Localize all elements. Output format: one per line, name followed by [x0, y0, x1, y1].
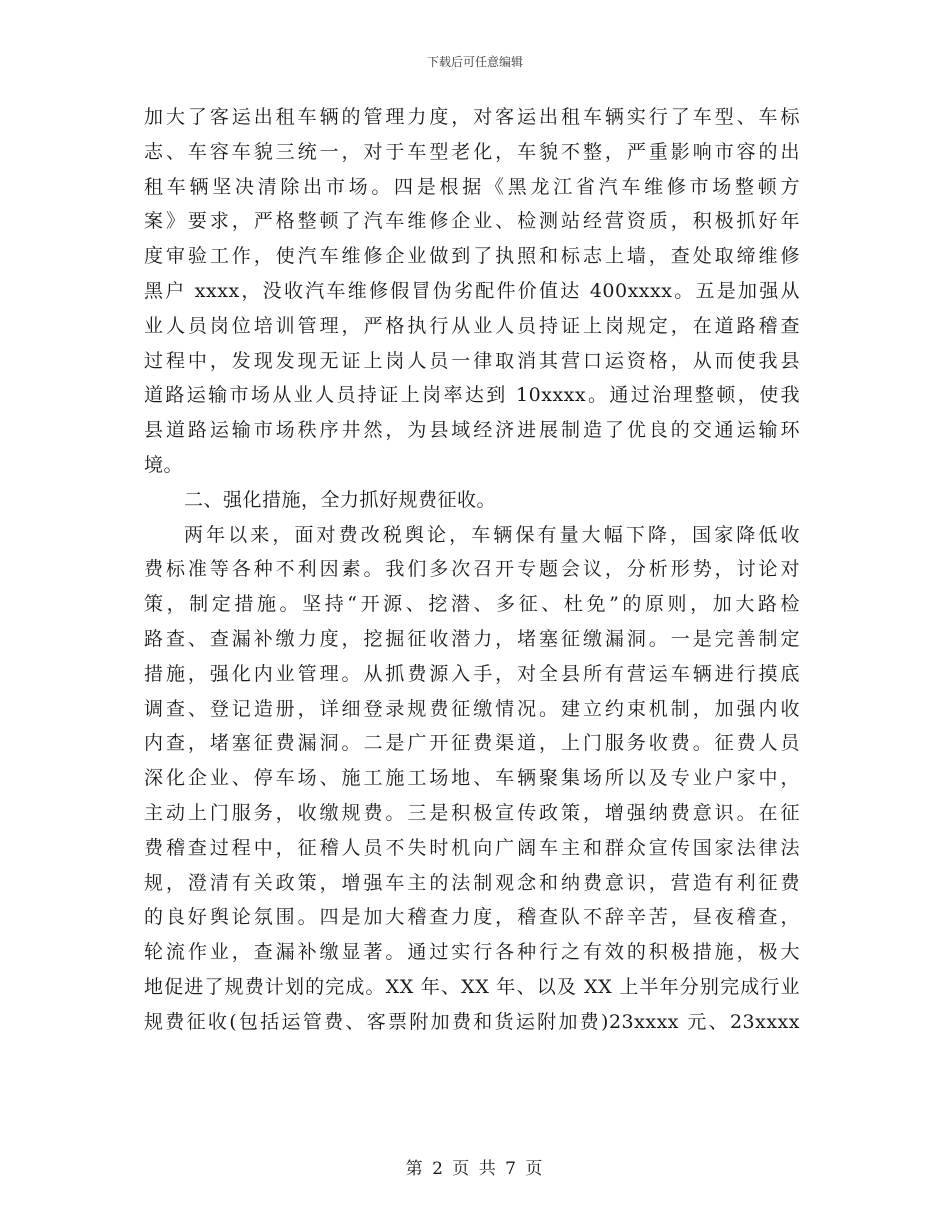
- paragraph-line: 过程中，发现发现无证上岗人员一律取消其营口运资格，从而使我县: [144, 349, 800, 372]
- document-body: [144, 100, 800, 1040]
- paragraph-line: 案》要求，严格整顿了汽车维修企业、检测站经营资质，积极抓好年: [144, 210, 800, 233]
- paragraph-line: 两年以来，面对费改税舆论，车辆保有量大幅下降，国家降低收: [184, 523, 800, 546]
- paragraph-line: 县道路运输市场秩序井然，为县域经济进展制造了优良的交通运输环: [144, 419, 800, 442]
- paragraph-line: 的良好舆论氛围。四是加大稽查力度，稽查队不辞辛苦，昼夜稽查，: [144, 906, 800, 929]
- paragraph-line: 志、车容车貌三统一，对于车型老化，车貌不整，严重影响市容的出: [144, 140, 800, 163]
- paragraph-line: 租车辆坚决清除出市场。四是根据《黑龙江省汽车维修市场整顿方: [144, 175, 800, 198]
- paragraph-line: 规，澄清有关政策，增强车主的法制观念和纳费意识，营造有利征费: [144, 871, 800, 894]
- paragraph-line: 费标准等各种不利因素。我们多次召开专题会议，分析形势，讨论对: [144, 558, 800, 581]
- paragraph-line: 轮流作业，查漏补缴显著。通过实行各种行之有效的积极措施，极大: [144, 941, 800, 964]
- paragraph-line: 调查、登记造册，详细登录规费征缴情况。建立约束机制，加强内收: [144, 697, 800, 720]
- paragraph-line: 境。: [144, 453, 184, 476]
- paragraph-line: 度审验工作，使汽车维修企业做到了执照和标志上墙，查处取缔维修: [144, 245, 800, 268]
- page-number: 第 2 页 共 7 页: [405, 1159, 545, 1179]
- paragraph-line: 规费征收(包括运管费、客票附加费和货运附加费)23xxxx 元、23xxxx: [144, 1010, 800, 1033]
- paragraph-line: 业人员岗位培训管理，严格执行从业人员持证上岗规定，在道路稽查: [144, 314, 800, 337]
- paragraph-line: 地促进了规费计划的完成。XX 年、XX 年、以及 XX 上半年分别完成行业: [144, 975, 800, 998]
- paragraph-line: 路查、查漏补缴力度，挖掘征收潜力，堵塞征缴漏洞。一是完善制定: [144, 627, 800, 650]
- paragraph-line: 措施，强化内业管理。从抓费源入手，对全县所有营运车辆进行摸底: [144, 662, 800, 685]
- paragraph-line: 深化企业、停车场、施工施工场地、车辆聚集场所以及专业户家中，: [144, 767, 800, 790]
- section-heading: 二、强化措施，全力抓好规费征收。: [184, 488, 497, 511]
- paragraph-line: 黑户 xxxx，没收汽车维修假冒伪劣配件价值达 400xxxx。五是加强从: [144, 279, 800, 302]
- paragraph-line: 道路运输市场从业人员持证上岗率达到 10xxxx。通过治理整顿，使我: [144, 384, 800, 407]
- paragraph-line: 加大了客运出租车辆的管理力度，对客运出租车辆实行了车型、车标: [144, 106, 800, 128]
- paragraph-line: 策，制定措施。坚持“开源、挖潜、多征、杜免”的原则，加大路检: [144, 593, 800, 616]
- paragraph-line: 内查，堵塞征费漏洞。二是广开征费渠道，上门服务收费。征费人员: [144, 732, 800, 755]
- paragraph-line: 费稽查过程中，征稽人员不失时机向广阔车主和群众宣传国家法律法: [144, 836, 800, 859]
- header-note: 下载后可任意编辑: [426, 55, 523, 69]
- paragraph-line: 主动上门服务，收缴规费。三是积极宣传政策，增强纳费意识。在征: [144, 801, 800, 824]
